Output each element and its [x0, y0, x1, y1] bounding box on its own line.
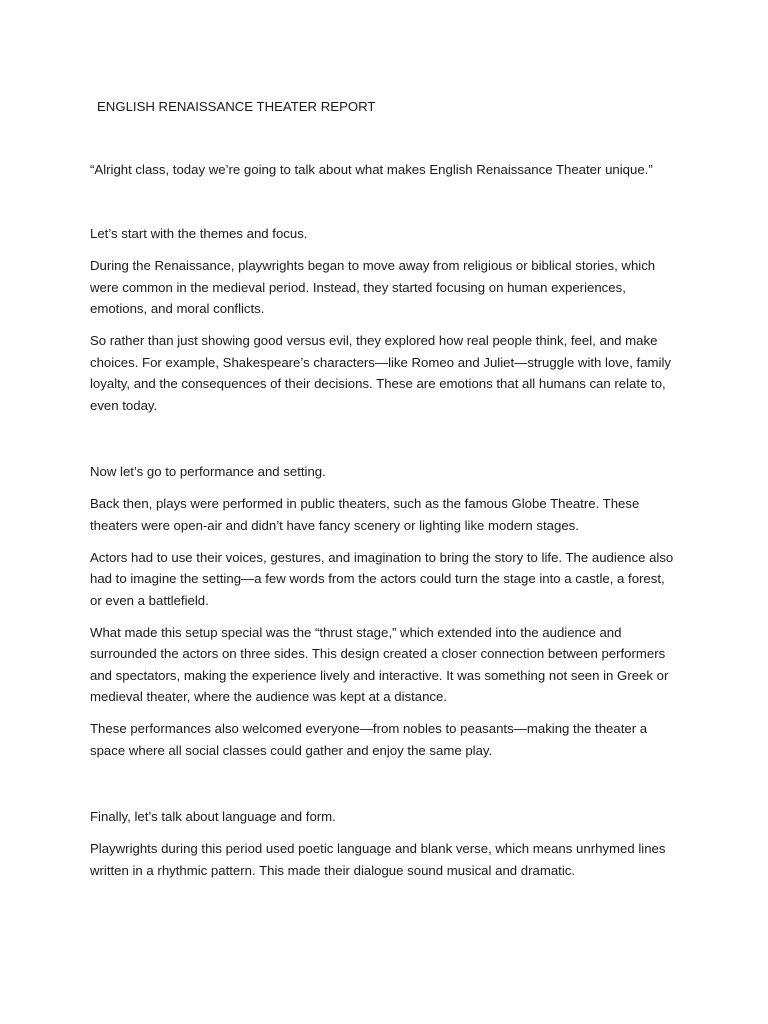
section-intro-themes: Let’s start with the themes and focus. [90, 226, 308, 241]
paragraph: These performances also welcomed everyone—from nobles to peasants—making the theater a space where all social classes could gather and enjoy the same play. [90, 721, 648, 758]
paragraph: What made this setup special was the “thrust stage,” which extended into the audience and surrounded the actors on three sides. This design created a closer connection between performers and spectators, making the experience lively and interactive. It was something not seen in Greek or medieval theater, where the audience was kept at a distance. [90, 624, 669, 704]
section-intro-performance: Now let’s go to performance and setting. [90, 464, 326, 479]
paragraph: Back then, plays were performed in public theaters, such as the famous Globe Theatre. These theaters were open-air and didn’t have fancy scenery or lighting like modern stages. [90, 496, 640, 533]
paragraph: Actors had to use their voices, gestures, and imagination to bring the story to life. The audience also had to imagine the setting—a few words from the actors could turn the stage into a castle, a forest, or even a battlefield. [90, 549, 674, 608]
paragraph: So rather than just showing good versus evil, they explored how real people think, feel, and make choices. For example, Shakespeare’s characters—like Romeo and Juliet—struggle with love, family loyalty, and the consequences of their decisions. These are emotions that all humans can relate to, even today. [90, 333, 671, 413]
opening-quote: “Alright class, today we’re going to talk about what makes English Renaissance Theater unique.” [90, 161, 653, 177]
paragraph: During the Renaissance, playwrights began to move away from religious or biblical stories, which were common in the medieval period. Instead, they started focusing on human experiences, emotions, and moral conflicts. [90, 258, 656, 316]
document-title: ENGLISH RENAISSANCE THEATER REPORT [97, 99, 376, 114]
section-intro-language: Finally, let’s talk about language and form. [90, 809, 336, 824]
paragraph: Playwrights during this period used poetic language and blank verse, which means unrhymed lines written in a rhythmic pattern. This made their dialogue sound musical and dramatic. [90, 841, 666, 878]
